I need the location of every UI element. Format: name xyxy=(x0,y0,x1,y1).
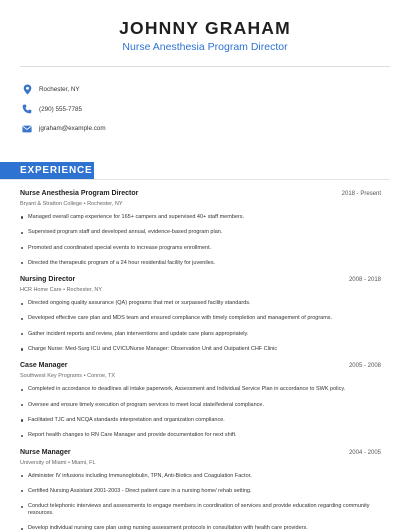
candidate-role: Nurse Anesthesia Program Director xyxy=(122,41,288,53)
org-separator: • xyxy=(63,287,67,294)
experience-heading: EXPERIENCE xyxy=(0,162,94,179)
job-location: Conroe, TX xyxy=(87,373,116,380)
job-bullet: Promoted and coordinated special events to increase programs enrollment. xyxy=(20,245,381,252)
org-separator: • xyxy=(83,373,88,380)
phone-icon xyxy=(20,102,34,116)
job-bullet: Managed overall camp experience for 165+ campers and supervised 40+ staff members. xyxy=(20,214,381,221)
job-bullet: Develop individual nursing care plan using nursing assessment protocols in consultation with health care providers. xyxy=(20,525,381,530)
contact-phone xyxy=(20,100,390,120)
resume-header xyxy=(0,0,410,54)
experience-divider xyxy=(0,179,390,180)
job-entry xyxy=(20,361,381,439)
contact-location xyxy=(20,80,390,100)
job-dates: 2005 - 2008 xyxy=(348,363,381,370)
job-bullet-list xyxy=(20,214,381,267)
job-title: Nurse Manager xyxy=(20,448,71,456)
job-bullet: Directed ongoing quality assurance (QA) programs that met or surpassed facility standards. xyxy=(20,300,381,307)
job-bullet: Completed in accordance to deadlines all intake paperwork, Assessment and Individual Service Plan in accordance to SWK policy. xyxy=(20,386,381,393)
job-org-line xyxy=(20,200,381,209)
job-entry xyxy=(20,275,381,353)
job-heading-row xyxy=(20,448,381,458)
contact-email xyxy=(20,119,390,139)
job-title: Nurse Anesthesia Program Director xyxy=(20,190,139,197)
contact-email-text: jgraham@example.com xyxy=(39,125,106,133)
job-heading-row xyxy=(20,275,381,285)
job-bullet: Charge Nurse: Med-Surg ICU and CVICUNurse Manager: Observation Unit and Outpatient CHF Clinic xyxy=(20,346,381,353)
job-heading-row xyxy=(20,189,381,199)
job-entry xyxy=(20,448,381,530)
contact-phone-text: (290) 555-7785 xyxy=(39,105,83,113)
job-org: HCR Home Care xyxy=(20,287,62,294)
job-org: Bryant & Stratton College xyxy=(20,201,83,207)
location-pin-icon xyxy=(20,83,34,97)
job-title: Case Manager xyxy=(20,362,68,370)
job-bullet: Developed effective care plan and MDS team and ensured compliance with timely completion and management of programs. xyxy=(20,315,381,322)
contact-location-text: Rochester, NY xyxy=(39,86,80,94)
job-dates: 2004 - 2005 xyxy=(348,449,381,456)
job-bullet-list xyxy=(20,300,381,353)
org-separator: • xyxy=(67,459,72,466)
job-bullet: Certified Nursing Assistant 2001-2003 - Direct patient care in a nursing home/ rehab setting. xyxy=(20,488,381,495)
job-heading-row xyxy=(20,361,381,371)
job-title: Nursing Director xyxy=(20,276,76,284)
candidate-name: JOHNNY GRAHAM xyxy=(119,18,291,38)
job-dates: 2008 - 2018 xyxy=(348,277,381,284)
job-bullet: Conduct telephonic interviews and assessments to engage members in coordination of services and provide education regarding community resources. xyxy=(20,503,381,517)
job-location: Miami, FL xyxy=(71,459,96,466)
job-bullet: Administer IV infusions including Immunoglobulin, TPN, Anti-Biotics and Coagulation Factor. xyxy=(20,473,381,480)
job-bullet-list xyxy=(20,473,381,530)
job-bullet: Gather incident reports and review, plan interventions and update care plans appropriately. xyxy=(20,331,381,338)
job-entry xyxy=(20,189,381,267)
job-location: Rochester, NY xyxy=(66,287,103,294)
job-bullet: Supervised program staff and developed annual, evidence-based program plan. xyxy=(20,229,381,236)
job-bullet: Oversee and ensure timely execution of program services to meet local state/federal compliance. xyxy=(20,402,381,409)
job-bullet: Report health changes to RN Care Manager and provide documentation for next shift. xyxy=(20,432,381,439)
job-org: Southwest Key Programs xyxy=(20,373,83,380)
job-org-line xyxy=(20,372,381,381)
job-org-line xyxy=(20,286,381,295)
org-separator: • xyxy=(83,201,88,207)
job-location: Rochester, NY xyxy=(87,201,123,207)
job-bullet-list xyxy=(20,386,381,439)
contact-list xyxy=(20,80,390,139)
job-org-line xyxy=(20,459,381,468)
header-divider xyxy=(20,66,390,67)
job-dates: 2018 - Present xyxy=(341,191,381,197)
experience-list xyxy=(20,189,381,530)
job-bullet: Directed the therapeutic program of a 24 hour residential facility for juveniles. xyxy=(20,260,381,267)
job-org: University of Miami xyxy=(20,459,67,466)
mail-icon xyxy=(20,122,34,136)
job-bullet: Facilitated TJC and NCQA standards interpretation and organization compliance. xyxy=(20,417,381,424)
